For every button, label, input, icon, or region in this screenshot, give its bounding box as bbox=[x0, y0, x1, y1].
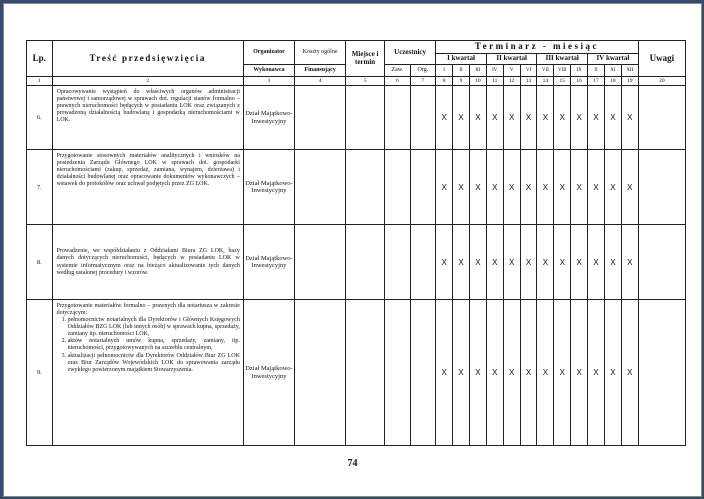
header-month: XII bbox=[621, 65, 638, 77]
header-terminarz: Terminarz - miesiąc bbox=[436, 41, 639, 54]
month-mark: X bbox=[469, 150, 486, 225]
month-mark: X bbox=[621, 150, 638, 225]
column-number: 2 bbox=[52, 77, 243, 86]
header-month: II bbox=[453, 65, 470, 77]
empty-cell bbox=[638, 300, 685, 446]
header-uczestnicy: Uczestnicy bbox=[385, 41, 436, 65]
month-mark: X bbox=[436, 150, 453, 225]
month-mark: X bbox=[486, 150, 503, 225]
month-mark: X bbox=[621, 225, 638, 300]
page-number: 74 bbox=[347, 458, 358, 469]
column-number: 8 bbox=[436, 77, 453, 86]
column-number: 20 bbox=[638, 77, 685, 86]
empty-cell bbox=[410, 150, 436, 225]
row-number: 6. bbox=[27, 86, 53, 150]
column-number: 15 bbox=[554, 77, 571, 86]
column-number: 5 bbox=[346, 77, 385, 86]
header-month: III bbox=[469, 65, 486, 77]
month-mark: X bbox=[436, 86, 453, 150]
header-zaw: Zaw. bbox=[385, 65, 411, 77]
column-number: 9 bbox=[453, 77, 470, 86]
header-uwagi: Uwagi bbox=[638, 41, 685, 77]
header-koszty: Koszty ogólne bbox=[295, 41, 346, 65]
month-mark: X bbox=[537, 86, 554, 150]
month-mark: X bbox=[588, 86, 605, 150]
header-quarter-2: II kwartał bbox=[486, 54, 537, 65]
empty-cell bbox=[346, 86, 385, 150]
month-mark: X bbox=[486, 86, 503, 150]
month-mark: X bbox=[453, 150, 470, 225]
table-row bbox=[27, 86, 686, 150]
month-mark: X bbox=[453, 86, 470, 150]
column-number: 3 bbox=[243, 77, 294, 86]
empty-cell bbox=[638, 86, 685, 150]
empty-cell bbox=[638, 150, 685, 225]
header-finansujacy: Finansujący bbox=[295, 65, 346, 77]
header-lp: Lp. bbox=[27, 41, 53, 77]
column-number: 4 bbox=[295, 77, 346, 86]
header-miejsce: Miejsce i termin bbox=[346, 41, 385, 77]
empty-cell bbox=[385, 86, 411, 150]
row-number: 9. bbox=[27, 300, 53, 446]
table-row bbox=[27, 225, 686, 300]
month-mark: X bbox=[537, 150, 554, 225]
month-mark: X bbox=[588, 225, 605, 300]
header-quarter-3: III kwartał bbox=[537, 54, 588, 65]
empty-cell bbox=[385, 300, 411, 446]
month-mark: X bbox=[571, 150, 588, 225]
month-mark: X bbox=[453, 300, 470, 446]
column-number: 19 bbox=[621, 77, 638, 86]
month-mark: X bbox=[604, 225, 621, 300]
column-number: 14 bbox=[537, 77, 554, 86]
list-item: 1. pełnomocnictw notarialnych dla Dyrektorów i Głównych Księgowych Oddziałów BZG LOK (lub innych osób) w sprawach kupna, sprzedaży, zamiany itp. nieruchomości LOK, bbox=[68, 317, 240, 338]
header-org: Org. bbox=[410, 65, 436, 77]
empty-cell bbox=[410, 86, 436, 150]
empty-cell bbox=[295, 150, 346, 225]
month-mark: X bbox=[571, 225, 588, 300]
column-number: 11 bbox=[486, 77, 503, 86]
month-mark: X bbox=[503, 300, 520, 446]
header-tresc: Treść przedsięwzięcia bbox=[52, 41, 243, 77]
empty-cell bbox=[295, 300, 346, 446]
header-month: VII bbox=[537, 65, 554, 77]
header-month: IV bbox=[486, 65, 503, 77]
header-organizator: Organizator bbox=[243, 41, 294, 65]
column-number: 10 bbox=[469, 77, 486, 86]
row-organizer: Dział Majątkowo-Inwestycyjny bbox=[243, 150, 294, 225]
month-mark: X bbox=[588, 150, 605, 225]
column-number: 6 bbox=[385, 77, 411, 86]
row-description: Prowadzenie, we współdziałaniu z Oddziałami Biura ZG LOK, bazy danych dotyczących nieruchomości, będących w posiadaniu LOK w systemie informatycznym oraz na bieżąco aktualizowanie tych danych według ustalonej procedury i wzorów. bbox=[52, 225, 243, 300]
row-organizer: Dział Majątkowo-Inwestycyjny bbox=[243, 86, 294, 150]
month-mark: X bbox=[571, 300, 588, 446]
empty-cell bbox=[385, 225, 411, 300]
column-number: 13 bbox=[520, 77, 537, 86]
month-mark: X bbox=[537, 225, 554, 300]
empty-cell bbox=[346, 225, 385, 300]
header-month: VIII bbox=[554, 65, 571, 77]
column-number: 1 bbox=[27, 77, 53, 86]
empty-cell bbox=[638, 225, 685, 300]
header-month: I bbox=[436, 65, 453, 77]
header-wykonawca: Wykonawca bbox=[243, 65, 294, 77]
month-mark: X bbox=[469, 300, 486, 446]
header-month: V bbox=[503, 65, 520, 77]
month-mark: X bbox=[604, 86, 621, 150]
header-month: IX bbox=[571, 65, 588, 77]
column-number: 7 bbox=[410, 77, 436, 86]
document-page bbox=[3, 3, 702, 497]
month-mark: X bbox=[604, 150, 621, 225]
column-number: 16 bbox=[571, 77, 588, 86]
row-description: Opracowywanie wystąpień do właściwych organów administracji państwowej i samorządowej w sprawach dot. regulacji stanów formalno – prawnych nieruchomości będących w posiadaniu LOK oraz związanych z prowadzoną działalnością budowlaną i gospodarką nieruchomościami w LOK. bbox=[52, 86, 243, 150]
header-month: XI bbox=[604, 65, 621, 77]
month-mark: X bbox=[588, 300, 605, 446]
header-month: X bbox=[588, 65, 605, 77]
month-mark: X bbox=[503, 150, 520, 225]
empty-cell bbox=[295, 225, 346, 300]
row-organizer: Dział Majątkowo-Inwestycyjny bbox=[243, 300, 294, 446]
table-row bbox=[27, 300, 686, 446]
empty-cell bbox=[410, 225, 436, 300]
header-quarter-4: IV kwartał bbox=[588, 54, 639, 65]
month-mark: X bbox=[621, 86, 638, 150]
month-mark: X bbox=[554, 225, 571, 300]
column-number: 18 bbox=[604, 77, 621, 86]
row-intro: Przygotowanie materiałów formalno – prawnych dla notariusza w zakresie dotyczącym: bbox=[56, 303, 240, 317]
month-mark: X bbox=[537, 300, 554, 446]
row-organizer: Dział Majątkowo-Inwestycyjny bbox=[243, 225, 294, 300]
empty-cell bbox=[346, 150, 385, 225]
plan-table bbox=[26, 40, 686, 446]
month-mark: X bbox=[554, 300, 571, 446]
column-number: 12 bbox=[503, 77, 520, 86]
month-mark: X bbox=[486, 225, 503, 300]
month-mark: X bbox=[469, 225, 486, 300]
month-mark: X bbox=[503, 225, 520, 300]
row-description: Przygotowanie stosownych materiałów analitycznych i wniosków na posiedzenia Zarządu Głównego LOK w sprawach dot. gospodarki nieruchomościami (zakup, sprzedaż, zamiana, wynajem, dzierżawa) i działalności budowlanej oraz opracowanie dokumentów wykonawczych – wstawek do protokółów oraz uchwał podjętych przez ZG LOK. bbox=[52, 150, 243, 225]
row-list bbox=[57, 317, 240, 374]
empty-cell bbox=[346, 300, 385, 446]
month-mark: X bbox=[621, 300, 638, 446]
row-description bbox=[52, 300, 243, 446]
header-quarter-1: I kwartał bbox=[436, 54, 487, 65]
month-mark: X bbox=[520, 86, 537, 150]
month-mark: X bbox=[503, 86, 520, 150]
month-mark: X bbox=[520, 150, 537, 225]
month-mark: X bbox=[554, 150, 571, 225]
column-numbers-row bbox=[27, 77, 686, 86]
row-number: 7. bbox=[27, 150, 53, 225]
month-mark: X bbox=[554, 86, 571, 150]
empty-cell bbox=[295, 86, 346, 150]
empty-cell bbox=[410, 300, 436, 446]
month-mark: X bbox=[469, 86, 486, 150]
month-mark: X bbox=[436, 300, 453, 446]
month-mark: X bbox=[453, 225, 470, 300]
column-number: 17 bbox=[588, 77, 605, 86]
month-mark: X bbox=[436, 225, 453, 300]
list-item: 3. aktualizacji pełnomocnictw dla Dyrektorów Oddziałów Biur ZG LOK oraz Biur Zarządów Wojewódzkich LOK do sprawowania zarządu zwykłego powierzonym majątkiem Stowarzyszenia. bbox=[68, 353, 240, 374]
month-mark: X bbox=[604, 300, 621, 446]
header-month: VI bbox=[520, 65, 537, 77]
month-mark: X bbox=[520, 300, 537, 446]
empty-cell bbox=[385, 150, 411, 225]
table-row bbox=[27, 150, 686, 225]
month-mark: X bbox=[571, 86, 588, 150]
row-number: 8. bbox=[27, 225, 53, 300]
list-item: 2. aktów notarialnych umów kupna, sprzedaży, zamiany, itp. nieruchomości, przygotowywanych na szczeblu centralnym, bbox=[68, 338, 240, 352]
month-mark: X bbox=[520, 225, 537, 300]
month-mark: X bbox=[486, 300, 503, 446]
